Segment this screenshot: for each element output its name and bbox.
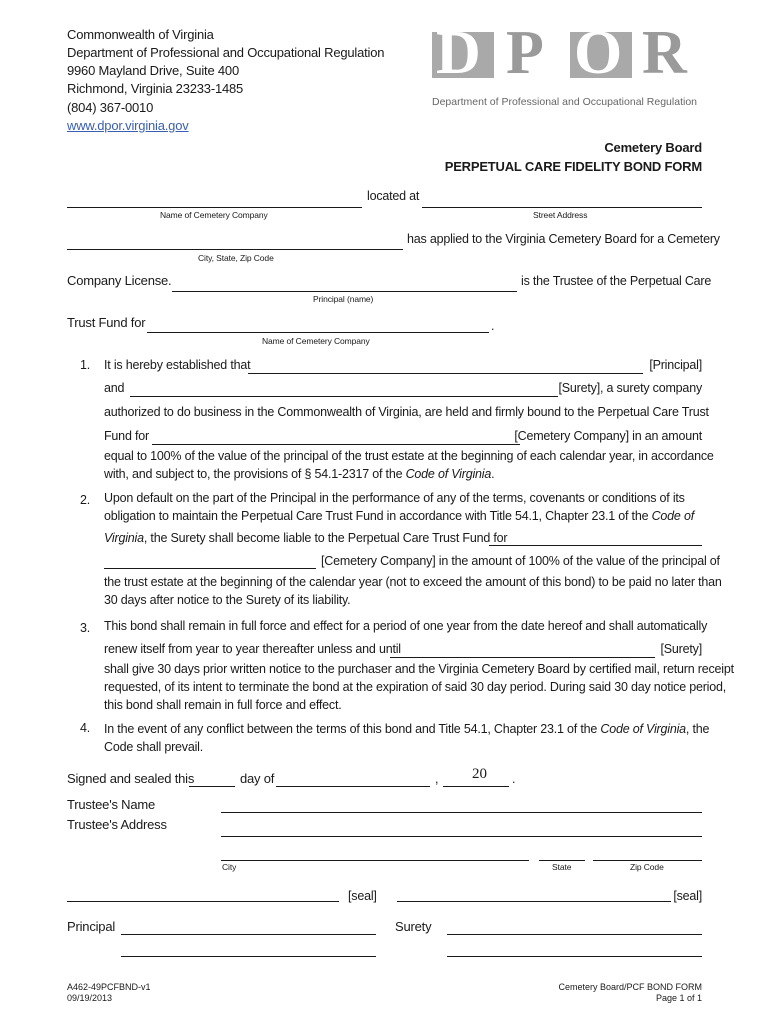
trustee-name-line[interactable] <box>221 812 702 813</box>
logo-letter-o: O <box>574 19 623 87</box>
signed-sealed-text: Signed and sealed this <box>67 771 195 786</box>
item-1-code-ref: Code of Virginia <box>405 467 492 481</box>
item-4-text-a2: Code shall prevail. <box>104 740 204 754</box>
item-2-text-b2: 30 days after notice to the Surety of its liability. <box>104 593 351 607</box>
trustee-state-line[interactable] <box>539 860 585 861</box>
item-4-a1-end: , the <box>685 722 710 736</box>
footer-form-id: A462-49PCFBND-v1 <box>67 982 151 992</box>
item-1-c2-end: . <box>491 467 495 481</box>
item-1-principal-line[interactable] <box>248 373 643 374</box>
street-address-line[interactable] <box>422 207 702 208</box>
item-4-text-a1 <box>104 721 709 737</box>
item-1-surety-line[interactable] <box>130 396 558 397</box>
principal-name-line[interactable] <box>172 291 517 292</box>
item-1-principal-label: [Principal] <box>649 358 702 372</box>
item-2-company-line[interactable] <box>104 568 316 569</box>
trustee-zip-line[interactable] <box>593 860 702 861</box>
item-4-code-ref: Code of Virginia <box>600 722 686 736</box>
logo-letter-p: P <box>506 19 544 87</box>
item-3-number: 3. <box>80 621 91 635</box>
item-2-a3-text: , the Surety shall become liable to the Perpetual Care Trust Fund for <box>143 531 508 545</box>
item-2-a2-text: obligation to maintain the Perpetual Care Trust Fund in accordance with Title 54.1, Chapter 23.1 of the <box>104 509 652 523</box>
item-4-number: 4. <box>80 721 91 735</box>
header-line-3: 9960 Mayland Drive, Suite 400 <box>67 63 239 78</box>
located-at-label: located at <box>367 189 420 203</box>
principal-title-line[interactable] <box>121 956 376 957</box>
surety-name-sign-line[interactable] <box>447 934 702 935</box>
item-1-text-c2 <box>104 466 494 482</box>
footer-form-name: Cemetery Board/PCF BOND FORM <box>558 982 702 992</box>
trust-fund-for-text: Trust Fund for <box>67 315 146 330</box>
signed-comma: , <box>435 772 439 786</box>
item-3-text-b: renew itself from year to year thereafter unless and until <box>104 642 401 656</box>
surety-title-line[interactable] <box>447 956 702 957</box>
trustee-city-line[interactable] <box>221 860 529 861</box>
header-line-4: Richmond, Virginia 23233-1485 <box>67 81 244 96</box>
item-4-a1-text: In the event of any conflict between the terms of this bond and Title 54.1, Chapter 23.1 of the <box>104 722 601 736</box>
trustee-address-line[interactable] <box>221 836 702 837</box>
item-2-company-label: [Cemetery Company] in the amount of 100% of the value of the principal of <box>321 554 720 568</box>
item-2-text-b1: the trust estate at the beginning of the calendar year (not to exceed the amount of this bond) to be paid no later than <box>104 575 722 589</box>
item-1-fund-for: Fund for <box>104 429 149 443</box>
item-3-surety-label: [Surety] <box>660 642 702 656</box>
signed-period: . <box>512 772 516 786</box>
principal-name-sign-line[interactable] <box>121 934 376 935</box>
city-state-zip-caption: City, State, Zip Code <box>198 253 274 263</box>
board-name: Cemetery Board <box>604 140 702 155</box>
item-1-c2-text: with, and subject to, the provisions of § 54.1-2317 of the <box>104 467 406 481</box>
logo-letter-r: R <box>642 19 687 87</box>
footer-date: 09/19/2013 <box>67 993 113 1003</box>
company-name-line[interactable] <box>67 207 362 208</box>
item-3-text-c3: this bond shall remain in full force and effect. <box>104 698 342 712</box>
intro-period: . <box>491 319 495 333</box>
item-1-text-b: authorized to do business in the Commonwealth of Virginia, are held and firmly bound to the Perpetual Care Trust <box>104 405 709 419</box>
principal-label: Principal <box>67 919 116 934</box>
zip-caption: Zip Code <box>630 862 664 872</box>
signed-day-line[interactable] <box>189 786 235 787</box>
city-caption: City <box>222 862 237 872</box>
footer-page: Page 1 of 1 <box>655 993 702 1003</box>
item-3-surety-line[interactable] <box>390 657 655 658</box>
logo-letter-d: D <box>436 19 481 87</box>
city-state-zip-line[interactable] <box>67 249 403 250</box>
item-1-company-line[interactable] <box>152 444 520 445</box>
surety-seal: [seal] <box>673 889 702 903</box>
day-of-text: day of <box>240 771 275 786</box>
item-2-text-a1: Upon default on the part of the Principal in the performance of any of the terms, covenants or conditions of its <box>104 491 685 505</box>
item-3-text-c2: requested, of its intent to terminate the bond at the expiration of said 30 day period. During said 30 day notice period, <box>104 680 727 694</box>
item-2-text-a3 <box>104 530 507 546</box>
item-1-surety-label: [Surety], a surety company <box>558 381 702 395</box>
dpor-logo <box>430 19 702 110</box>
is-trustee-text: is the Trustee of the Perpetual Care <box>521 274 712 288</box>
signed-year-prefix: 20 <box>472 766 487 782</box>
item-1-text-a: It is hereby established that <box>104 358 251 372</box>
company-name-caption: Name of Cemetery Company <box>160 210 268 220</box>
state-caption: State <box>552 862 572 872</box>
principal-seal: [seal] <box>348 889 377 903</box>
item-3-text-a: This bond shall remain in full force and effect for a period of one year from the date hereof and shall automatically <box>104 619 708 633</box>
trust-fund-company-line[interactable] <box>147 332 489 333</box>
has-applied-text: has applied to the Virginia Cemetery Board for a Cemetery <box>407 232 720 246</box>
item-2-text-a2 <box>104 508 694 524</box>
item-2-code-ref: Code of <box>651 509 694 523</box>
trustee-address-label: Trustee's Address <box>67 817 167 832</box>
signed-year-line[interactable] <box>443 786 509 787</box>
header-line-2: Department of Professional and Occupational Regulation <box>67 45 385 60</box>
trustee-name-label: Trustee's Name <box>67 797 156 812</box>
item-1-text-c1: equal to 100% of the value of the principal of the trust estate at the beginning of each calendar year, in accordance <box>104 449 714 463</box>
header-line-5: (804) 367-0010 <box>67 100 154 115</box>
principal-name-caption: Principal (name) <box>313 294 374 304</box>
header-line-1: Commonwealth of Virginia <box>67 27 214 42</box>
item-1-number: 1. <box>80 358 91 372</box>
logo-caption: Department of Professional and Occupational Regulation <box>432 96 697 108</box>
item-3-text-c1: shall give 30 days prior written notice to the purchaser and the Virginia Cemetery Board by certified mail, return receipt <box>104 662 734 676</box>
item-2-virginia: Virginia <box>104 531 144 545</box>
surety-label: Surety <box>395 919 432 934</box>
principal-signature-line[interactable] <box>67 901 339 902</box>
item-2-number: 2. <box>80 493 91 507</box>
website-link[interactable]: www.dpor.virginia.gov <box>67 118 189 133</box>
street-address-caption: Street Address <box>533 210 588 220</box>
trust-fund-company-caption: Name of Cemetery Company <box>262 336 370 346</box>
company-license-text: Company License. <box>67 273 172 288</box>
surety-signature-line[interactable] <box>397 901 671 902</box>
form-title: PERPETUAL CARE FIDELITY BOND FORM <box>444 159 702 174</box>
item-1-and: and <box>104 381 125 395</box>
item-2-fund-line[interactable] <box>489 545 702 546</box>
item-1-company-label: [Cemetery Company] in an amount <box>514 429 702 443</box>
signed-month-line[interactable] <box>276 786 430 787</box>
